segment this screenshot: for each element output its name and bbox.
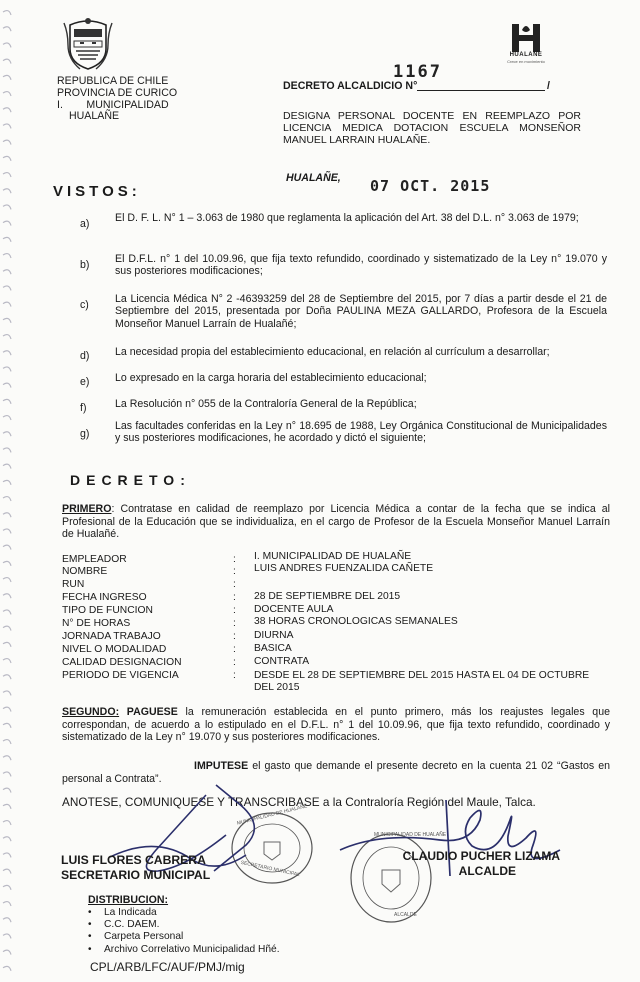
coat-of-arms-icon [62,15,114,71]
vistos-item: El D.F.L. n° 1 del 10.09.96, que fija texto refundido, coordinado y sistematizado de la Ley n° 19.070 y sus posteriores modificaciones; [115,253,607,278]
decree-label: DECRETO ALCALDICIO N° [283,80,418,92]
vistos-item: La Resolución n° 055 de la Contraloría General de la República; [115,398,417,410]
distribution-item: • Carpeta Personal [88,931,280,943]
anotese-line: ANOTESE, COMUNIQUESE Y TRANSCRIBASE a la Contraloría Región del Maule, Talca. [62,795,536,809]
issuer-line: REPUBLICA DE CHILE [57,75,169,87]
field-colon: : [233,657,236,668]
seal-left-top-text: MUNICIPALIDAD DE HUALAÑE [236,803,308,827]
seal-left-bottom-text: SECRETARIO MUNICIPAL [240,859,301,879]
field-value: DIURNA [254,630,294,641]
item-letter: g) [80,428,90,440]
issuer-line: HUALAÑE [69,110,120,123]
field-colon: : [233,554,236,565]
mayor-title: ALCALDE [458,864,516,878]
imputese-text: el gasto que demande el presente decreto en la cuenta 21 02 “Gastos en personal a Contrata”. [62,760,610,785]
segundo-text: la remuneración establecida en el punto primero, más los reajustes legales que correspondan, de acuerdo a lo estipulado en el D.F.L. n° 1 del 10.09.96, que fija texto refundido, coordinado y sistematizado de la Ley n° 19.070 y sus posteriores modificaciones. [62,706,610,744]
field-value: LUIS ANDRES FUENZALIDA CAÑETE [254,563,434,574]
field-colon: : [233,592,236,603]
primero-label: PRIMERO [62,503,112,515]
field-colon: : [233,670,236,681]
logo-name: HUALANE [509,52,543,58]
decree-number-line [417,89,545,91]
primero-paragraph [62,503,610,541]
field-colon: : [233,579,236,590]
item-letter: f) [80,402,87,414]
secretary-title: SECRETARIO MUNICIPAL [61,868,211,882]
field-value: 28 DE SEPTIEMBRE DEL 2015 [254,591,401,602]
seal-right-bottom-text: ALCALDE [394,912,417,918]
field-label: N° DE HORAS [62,618,131,629]
field-colon: : [233,618,236,629]
primero-text: : Contratase en calidad de reemplazo por Licencia Médica a contar de la fecha que se indica al Profesional de la Educación que se individualiza, en el cargo de Profesor de la Escuela Monseñor Manuel Larraín de Hualañé. [62,503,610,541]
item-letter: e) [80,376,90,388]
vistos-heading: VISTOS: [53,183,141,200]
item-letter: b) [80,259,90,271]
vistos-item: El D. F. L. N° 1 – 3.063 de 1980 que reglamenta la aplicación del Art. 38 del D.L. n° 3.063 de 1979; [115,212,579,224]
field-value: 38 HORAS CRONOLOGICAS SEMANALES [254,616,458,627]
field-label: RUN [62,579,85,590]
seal-right-top-text: MUNICIPALIDAD DE HUALAÑE [374,832,447,838]
field-label: JORNADA TRABAJO [62,631,161,642]
vistos-item: Las facultades conferidas en la Ley n° 18.695 de 1988, Ley Orgánica Constitucional de Municipalidades y sus posteriores modificaciones, he acordado y dictó el siguiente; [115,420,607,445]
field-colon: : [233,631,236,642]
field-label: PERIODO DE VIGENCIA [62,670,179,681]
distribution-item: • Archivo Correlativo Municipalidad Hñé. [88,944,280,956]
field-label: NIVEL O MODALIDAD [62,644,167,655]
typist-initials: CPL/ARB/LFC/AUF/PMJ/mig [90,960,245,974]
item-letter: d) [80,350,90,362]
distribution-item: • C.C. DAEM. [88,919,280,931]
segundo-paragraph [62,706,610,744]
spiral-binding [0,0,16,982]
field-value: BASICA [254,643,292,654]
field-value: CONTRATA [254,656,310,667]
vistos-item: La necesidad propia del establecimiento educacional, en relación al currículum a desarrollar; [115,346,550,358]
field-value: DOCENTE AULA [254,604,334,615]
place-label: HUALAÑE, [286,172,341,184]
issuer-line: PROVINCIA DE CURICO [57,86,178,99]
decree-number: 1167 [393,62,442,82]
distribution-list [88,907,280,956]
field-label: EMPLEADOR [62,554,127,565]
decree-subject: DESIGNA PERSONAL DOCENTE EN REEMPLAZO POR LICENCIA MEDICA DOTACION ESCUELA MONSEÑOR MANUEL LARRAIN HUALAÑE. [283,110,581,146]
field-label: NOMBRE [62,566,108,577]
secretary-name: LUIS FLORES CABRERA [61,853,206,867]
item-letter: c) [80,299,89,311]
vistos-item: La Licencia Médica N° 2 -46393259 del 28 de Septiembre del 2015, por 7 días a partir desde el 21 de Septiembre del 2015, presentada por Doña PAULINA MEZA GALLARDO, Profesora de la Escuela Monseñor Manuel Larraín de Hualañé; [115,293,607,330]
distribution-heading: DISTRIBUCION: [88,894,169,906]
issuer-block [57,76,257,123]
vistos-item: Lo expresado en la carga horaria del establecimiento educacional; [115,372,427,384]
field-colon: : [233,644,236,655]
decreto-heading: DECRETO: [70,472,191,488]
mayor-name: CLAUDIO PUCHER LIZAMA [402,849,560,863]
field-colon: : [233,605,236,616]
distribution-item: • La Indicada [88,907,280,919]
field-label: TIPO DE FUNCION [62,605,153,616]
decree-slash: / [547,80,550,92]
mayor-signature-block [390,849,560,879]
field-colon: : [233,566,236,577]
segundo-keyword: PAGUESE [126,706,178,718]
secretary-signature-block [61,853,210,883]
field-label: FECHA INGRESO [62,592,147,603]
segundo-label: SEGUNDO: [62,706,120,718]
issuer-line: I. MUNICIPALIDAD [57,98,169,111]
field-value: I. MUNICIPALIDAD DE HUALAÑE [254,551,412,562]
logo-tagline: Crece en movimiento [507,59,545,64]
item-letter: a) [80,218,90,230]
imputese-keyword: IMPUTESE [194,760,249,772]
field-value: DESDE EL 28 DE SEPTIEMBRE DEL 2015 HASTA EL 04 DE OCTUBRE DEL 2015 [254,670,590,693]
field-label: CALIDAD DESIGNACION [62,657,182,668]
date-stamp: 07 OCT. 2015 [370,177,491,195]
